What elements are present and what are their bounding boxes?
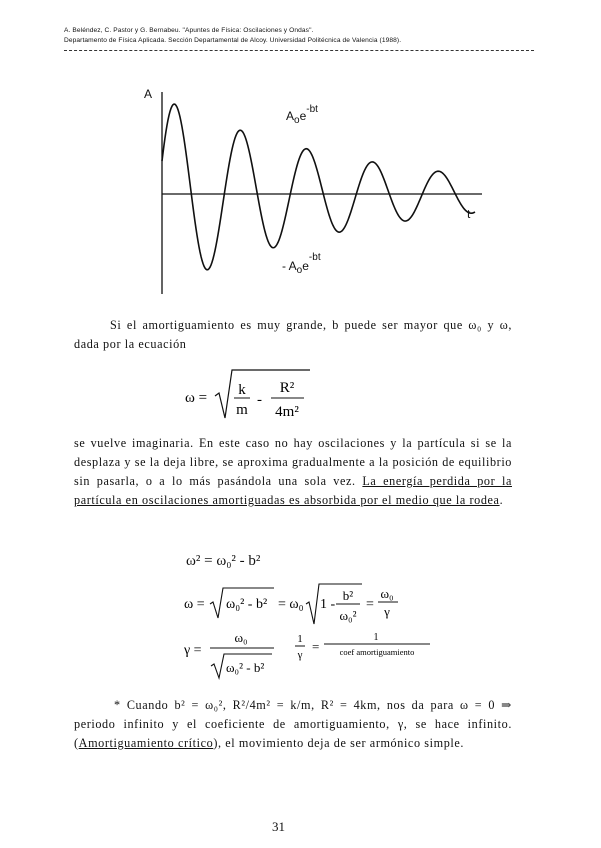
paragraph-intro: Si el amortiguamiento es muy grande, b puede ser mayor que ω₀ y ω, dada por la ecuación — [74, 318, 512, 351]
y-axis-label: A — [144, 87, 153, 101]
critical-damping-term: Amortiguamiento crítico — [78, 736, 214, 750]
eq4-radicand: ω₀² - b² — [226, 660, 265, 675]
eq1-num1: k — [238, 382, 246, 398]
damped-oscillation-graph — [140, 84, 500, 294]
damped-wave-curve — [162, 104, 475, 270]
eq4-num: ω₀ — [234, 630, 248, 645]
energy-loss-statement: La energía perdida por la partícula en oscilaciones amortiguadas es absorbida por el medio que la rodea — [74, 474, 512, 507]
equation-omega-root — [185, 366, 315, 431]
eq3-num2: ω₀ — [380, 586, 394, 601]
page-number: 31 — [272, 819, 285, 834]
paragraph-critical-text: * Cuando b² = ω₀², R²/4m² = k/m, R² = 4km, nos da para ω = 0 ⇒ periodo infinito y el coeficiente de amortiguamiento, γ, se hace infinito. ( — [74, 698, 512, 750]
eq1-minus: - — [257, 392, 262, 408]
eq3-radicand: ω₀² - b² — [226, 597, 268, 612]
eq1-den1: m — [236, 402, 248, 418]
paragraph-critical-end: ), el movimiento deja de ser armónico simple. — [213, 736, 465, 750]
eq1-lhs: ω = — [185, 390, 208, 406]
eq4-den3: coef amortiguamiento — [339, 647, 415, 657]
paragraph-imaginary — [74, 434, 512, 510]
x-axis-label: t — [467, 207, 471, 221]
header-citation: A. Beléndez, C. Pastor y G. Bernabeu. "Apuntes de Física: Oscilaciones y Ondas". — [64, 27, 314, 34]
eq4-eq: = — [312, 639, 320, 654]
eq4-num2: 1 — [297, 633, 303, 645]
eq3-mid: = ω₀ — [278, 597, 304, 612]
paragraph-critical-damping — [74, 696, 512, 753]
header-affiliation: Departamento de Física Aplicada. Sección Departamental de Alcoy. Universidad Politécnica de Valencia (1988). — [64, 37, 402, 44]
eq3-lhs: ω = — [184, 597, 205, 612]
eq3-eq: = — [366, 597, 374, 612]
equation-omega-chain — [184, 580, 404, 628]
eq3-den2: γ — [384, 604, 390, 619]
eq4-den2: γ — [297, 649, 303, 661]
upper-envelope-label: $A_oe^{-bt}$ — [286, 104, 318, 126]
eq1-den2: 4m² — [275, 404, 299, 420]
eq4-lhs: γ = — [184, 643, 202, 658]
header-rule — [64, 50, 534, 51]
equation-omega-svg — [185, 366, 315, 426]
paragraph-imaginary-end: . — [499, 493, 504, 507]
eq4-num3: 1 — [373, 632, 379, 643]
equation-gamma — [184, 626, 454, 682]
lower-envelope-label: - $A_oe^{-bt}$ — [282, 252, 321, 276]
page-header — [64, 26, 544, 46]
eq1-num2: R² — [279, 380, 295, 396]
paragraph-imaginary-text: se vuelve imaginaria. En este caso no hay oscilaciones y la partícula si se la desplaza y se la deja libre, se aproxima gradualmente a la posición de equilibrio sin pasarla, o a lo más pasándola una sola vez. — [74, 436, 512, 488]
eq3-one: 1 - — [320, 597, 336, 612]
eq3-den: ω₀² — [339, 608, 357, 623]
equation-omega-squared: ω² = ω₀² - b² — [186, 553, 261, 569]
eq3-num: b² — [342, 588, 354, 603]
